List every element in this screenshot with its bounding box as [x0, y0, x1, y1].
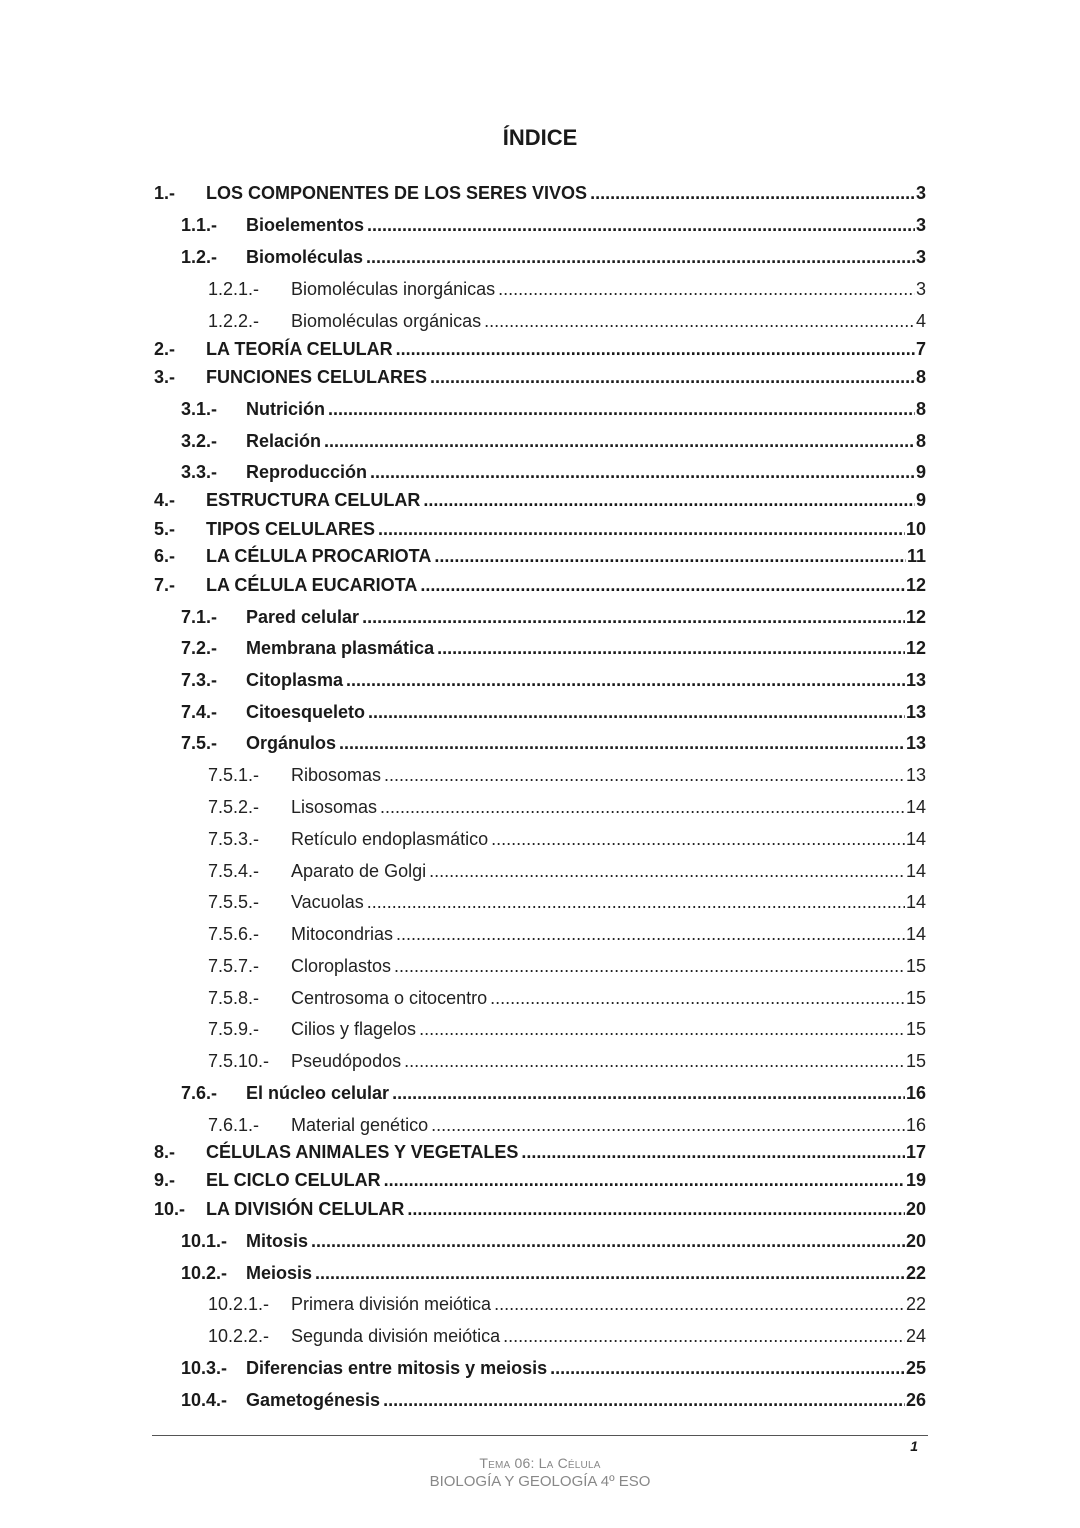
toc-entry-page: 15: [905, 1019, 926, 1039]
toc-dot-leader: [384, 764, 905, 786]
toc-entry-title: Segunda división meiótica: [291, 1326, 501, 1346]
toc-entry[interactable]: [154, 1198, 926, 1220]
toc-entry[interactable]: [154, 182, 926, 204]
footer-divider: [152, 1435, 928, 1436]
toc-entry-title: Mitosis: [246, 1231, 309, 1251]
toc-entry-number: 7.5.3.-: [208, 829, 260, 849]
page-number: 1: [910, 1438, 918, 1454]
toc-entry[interactable]: [154, 1141, 926, 1163]
toc-entry-number: 2.-: [154, 339, 176, 359]
footer-subject: BIOLOGÍA Y GEOLOGÍA 4º ESO: [429, 1473, 651, 1490]
toc-dot-leader: [315, 1262, 905, 1284]
toc-dot-leader: [503, 1325, 905, 1347]
toc-entry[interactable]: [181, 1262, 926, 1284]
toc-entry-page: 22: [905, 1294, 926, 1314]
toc-entry[interactable]: [181, 398, 926, 420]
toc-entry-number: 1.2.2.-: [208, 311, 260, 331]
toc-entry-page: 15: [905, 1051, 926, 1071]
toc-entry-page: 14: [905, 829, 926, 849]
toc-entry-page: 26: [905, 1390, 926, 1410]
toc-entry[interactable]: [181, 214, 926, 236]
toc-entry-page: 22: [905, 1263, 926, 1283]
toc-entry[interactable]: [154, 366, 926, 388]
toc-entry[interactable]: [208, 796, 926, 818]
toc-dot-leader: [498, 278, 915, 300]
toc-dot-leader: [419, 1018, 905, 1040]
toc-entry-title: Membrana plasmática: [246, 638, 435, 658]
toc-entry-title: Biomoléculas: [246, 247, 364, 267]
toc-dot-leader: [367, 891, 905, 913]
toc-entry-page: 14: [905, 924, 926, 944]
toc-entry-title: Retículo endoplasmático: [291, 829, 489, 849]
toc-entry-number: 7.5.1.-: [208, 765, 260, 785]
toc-entry-page: 13: [905, 670, 926, 690]
toc-entry-title: Lisosomas: [291, 797, 378, 817]
toc-dot-leader: [490, 987, 905, 1009]
toc-dot-leader: [383, 1389, 905, 1411]
toc-entry-number: 1.-: [154, 183, 176, 203]
toc-dot-leader: [394, 955, 905, 977]
toc-entry-page: 3: [915, 247, 926, 267]
toc-entry[interactable]: [181, 669, 926, 691]
toc-dot-leader: [550, 1357, 905, 1379]
toc-entry-title: TIPOS CELULARES: [206, 519, 376, 539]
toc-entry-title: LOS COMPONENTES DE LOS SERES VIVOS: [206, 183, 588, 203]
toc-entry-title: Bioelementos: [246, 215, 365, 235]
toc-entry[interactable]: [208, 987, 926, 1009]
toc-entry-page: 19: [905, 1170, 926, 1190]
toc-entry-number: 3.3.-: [181, 462, 218, 482]
toc-entry-number: 10.4.-: [181, 1390, 228, 1410]
toc-entry-title: Primera división meiótica: [291, 1294, 492, 1314]
toc-entry-page: 13: [905, 702, 926, 722]
toc-entry-title: Meiosis: [246, 1263, 313, 1283]
toc-entry-page: 13: [905, 733, 926, 753]
toc-entry-number: 1.2.1.-: [208, 279, 260, 299]
toc-entry-number: 7.5.6.-: [208, 924, 260, 944]
toc-entry-number: 7.-: [154, 575, 176, 595]
toc-entry-title: LA DIVISIÓN CELULAR: [206, 1199, 405, 1219]
toc-entry-number: 8.-: [154, 1142, 176, 1162]
toc-entry-number: 10.3.-: [181, 1358, 228, 1378]
toc-entry-title: Pared celular: [246, 607, 360, 627]
toc-entry-title: LA CÉLULA PROCARIOTA: [206, 546, 432, 566]
toc-entry-number: 10.2.1.-: [208, 1294, 270, 1314]
toc-entry-title: Relación: [246, 431, 322, 451]
toc-dot-leader: [370, 461, 915, 483]
toc-entry-page: 4: [915, 311, 926, 331]
toc-entry-page: 15: [905, 956, 926, 976]
toc-dot-leader: [378, 518, 905, 540]
toc-entry-page: 16: [905, 1115, 926, 1135]
toc-dot-leader: [431, 1114, 905, 1136]
toc-entry-title: Cilios y flagelos: [291, 1019, 417, 1039]
toc-entry-page: 3: [915, 279, 926, 299]
toc-entry-page: 12: [905, 575, 926, 595]
toc-entry-title: Cloroplastos: [291, 956, 392, 976]
toc-entry-title: ESTRUCTURA CELULAR: [206, 490, 421, 510]
toc-dot-leader: [396, 338, 915, 360]
toc-entry-number: 7.5.5.-: [208, 892, 260, 912]
toc-entry-page: 14: [905, 892, 926, 912]
toc-entry[interactable]: [181, 461, 926, 483]
toc-entry[interactable]: [208, 1293, 926, 1315]
toc-entry-number: 7.6.1.-: [208, 1115, 260, 1135]
toc-entry-number: 7.6.-: [181, 1083, 218, 1103]
toc-entry-number: 10.1.-: [181, 1231, 228, 1251]
toc-dot-leader: [491, 828, 905, 850]
toc-entry-page: 20: [905, 1199, 926, 1219]
toc-entry-number: 6.-: [154, 546, 176, 566]
toc-entry-page: 7: [915, 339, 926, 359]
toc-entry-number: 3.1.-: [181, 399, 218, 419]
toc-entry-page: 9: [915, 462, 926, 482]
toc-entry[interactable]: [181, 637, 926, 659]
footer-topic: Tema 06: La Célula: [479, 1455, 601, 1471]
toc-entry[interactable]: [181, 1230, 926, 1252]
toc-entry-number: 9.-: [154, 1170, 176, 1190]
toc-entry[interactable]: [181, 701, 926, 723]
toc-entry-title: Aparato de Golgi: [291, 861, 427, 881]
toc-dot-leader: [346, 669, 905, 691]
toc-entry[interactable]: [208, 955, 926, 977]
toc-entry-number: 10.-: [154, 1199, 186, 1219]
toc-entry-page: 24: [905, 1326, 926, 1346]
toc-entry-number: 1.2.-: [181, 247, 218, 267]
toc-entry-page: 25: [905, 1358, 926, 1378]
toc-dot-leader: [328, 398, 915, 420]
toc-entry-title: LA TEORÍA CELULAR: [206, 339, 393, 359]
toc-dot-leader: [324, 430, 915, 452]
toc-entry-number: 7.2.-: [181, 638, 218, 658]
toc-entry-page: 16: [905, 1083, 926, 1103]
toc-dot-leader: [521, 1141, 905, 1163]
toc-entry[interactable]: [154, 489, 926, 511]
toc-entry-title: CÉLULAS ANIMALES Y VEGETALES: [206, 1142, 519, 1162]
toc-entry-title: LA CÉLULA EUCARIOTA: [206, 575, 418, 595]
toc-entry-title: Diferencias entre mitosis y meiosis: [246, 1358, 548, 1378]
toc-entry-title: Vacuolas: [291, 892, 364, 912]
toc-entry-page: 12: [905, 638, 926, 658]
toc-entry-page: 11: [906, 546, 926, 566]
toc-entry-number: 7.5.7.-: [208, 956, 260, 976]
toc-entry-title: Gametogénesis: [246, 1390, 381, 1410]
toc-entry-page: 14: [905, 861, 926, 881]
toc-entry-title: Biomoléculas orgánicas: [291, 311, 482, 331]
toc-dot-leader: [392, 1082, 905, 1104]
toc-dot-leader: [423, 489, 915, 511]
toc-dot-leader: [368, 701, 905, 723]
toc-entry[interactable]: [181, 732, 926, 754]
toc-dot-leader: [420, 574, 905, 596]
toc-entry-page: 8: [915, 367, 926, 387]
toc-entry-title: El núcleo celular: [246, 1083, 390, 1103]
toc-entry-title: Mitocondrias: [291, 924, 394, 944]
toc-entry[interactable]: [208, 1114, 926, 1136]
toc-entry-page: 20: [905, 1231, 926, 1251]
toc-entry-number: 4.-: [154, 490, 176, 510]
toc-entry-number: 7.5.10.-: [208, 1051, 270, 1071]
toc-entry[interactable]: [181, 430, 926, 452]
toc-entry[interactable]: [208, 1050, 926, 1072]
toc-entry[interactable]: [208, 860, 926, 882]
toc-entry-title: FUNCIONES CELULARES: [206, 367, 428, 387]
toc-entry[interactable]: [181, 606, 926, 628]
toc-dot-leader: [396, 923, 905, 945]
toc-entry-number: 7.5.9.-: [208, 1019, 260, 1039]
toc-entry-number: 3.-: [154, 367, 176, 387]
toc-entry[interactable]: [208, 1325, 926, 1347]
toc-entry[interactable]: [208, 764, 926, 786]
toc-entry[interactable]: [181, 1082, 926, 1104]
toc-dot-leader: [434, 545, 906, 567]
toc-dot-leader: [407, 1198, 905, 1220]
toc-entry-number: 7.5.4.-: [208, 861, 260, 881]
toc-entry[interactable]: [208, 278, 926, 300]
toc-entry-title: EL CICLO CELULAR: [206, 1170, 381, 1190]
toc-dot-leader: [484, 310, 915, 332]
toc-dot-leader: [590, 182, 915, 204]
toc-entry[interactable]: [154, 574, 926, 596]
page-title: ÍNDICE: [502, 125, 578, 150]
toc-entry-page: 8: [915, 431, 926, 451]
toc-entry-page: 3: [915, 183, 926, 203]
toc-entry[interactable]: [208, 891, 926, 913]
toc-entry[interactable]: [154, 518, 926, 540]
toc-entry-page: 8: [915, 399, 926, 419]
toc-entry-number: 7.5.-: [181, 733, 218, 753]
toc-dot-leader: [437, 637, 905, 659]
toc-entry-title: Citoesqueleto: [246, 702, 366, 722]
toc-entry[interactable]: [181, 1389, 926, 1411]
toc-entry-page: 17: [905, 1142, 926, 1162]
toc-entry-number: 7.1.-: [181, 607, 218, 627]
toc-entry-number: 7.4.-: [181, 702, 218, 722]
toc-entry[interactable]: [208, 923, 926, 945]
toc-dot-leader: [494, 1293, 905, 1315]
toc-entry-page: 13: [905, 765, 926, 785]
toc-entry-number: 10.2.2.-: [208, 1326, 270, 1346]
toc-entry[interactable]: [208, 1018, 926, 1040]
toc-entry-title: Citoplasma: [246, 670, 344, 690]
toc-dot-leader: [366, 246, 915, 268]
toc-entry-number: 5.-: [154, 519, 176, 539]
toc-entry[interactable]: [208, 828, 926, 850]
toc-entry[interactable]: [154, 545, 926, 567]
toc-entry-page: 14: [905, 797, 926, 817]
toc-entry-page: 12: [905, 607, 926, 627]
toc-entry-page: 15: [905, 988, 926, 1008]
toc-dot-leader: [380, 796, 905, 818]
toc-entry-title: Orgánulos: [246, 733, 337, 753]
toc-entry-title: Biomoléculas inorgánicas: [291, 279, 496, 299]
toc-dot-leader: [367, 214, 915, 236]
toc-dot-leader: [339, 732, 905, 754]
toc-entry-title: Pseudópodos: [291, 1051, 402, 1071]
toc-entry-number: 7.5.8.-: [208, 988, 260, 1008]
toc-entry[interactable]: [181, 246, 926, 268]
toc-entry-page: 3: [915, 215, 926, 235]
toc-dot-leader: [384, 1169, 905, 1191]
toc-entry-number: 7.5.2.-: [208, 797, 260, 817]
toc-entry-title: Nutrición: [246, 399, 325, 419]
toc-dot-leader: [404, 1050, 905, 1072]
toc-entry[interactable]: [208, 310, 926, 332]
toc-entry-title: Reproducción: [246, 462, 368, 482]
toc-entry-title: Centrosoma o citocentro: [291, 988, 488, 1008]
toc-entry-number: 10.2.-: [181, 1263, 228, 1283]
toc-entry-page: 10: [905, 519, 926, 539]
toc-entry[interactable]: [181, 1357, 926, 1379]
toc-entry-page: 9: [915, 490, 926, 510]
toc-entry-number: 7.3.-: [181, 670, 218, 690]
toc-entry[interactable]: [154, 1169, 926, 1191]
toc-dot-leader: [429, 860, 905, 882]
toc-entry-number: 1.1.-: [181, 215, 218, 235]
toc-entry-title: Material genético: [291, 1115, 429, 1135]
toc-dot-leader: [311, 1230, 905, 1252]
toc-entry[interactable]: [154, 338, 926, 360]
toc-entry-title: Ribosomas: [291, 765, 382, 785]
toc-entry-number: 3.2.-: [181, 431, 218, 451]
toc-dot-leader: [362, 606, 905, 628]
toc-dot-leader: [430, 366, 915, 388]
